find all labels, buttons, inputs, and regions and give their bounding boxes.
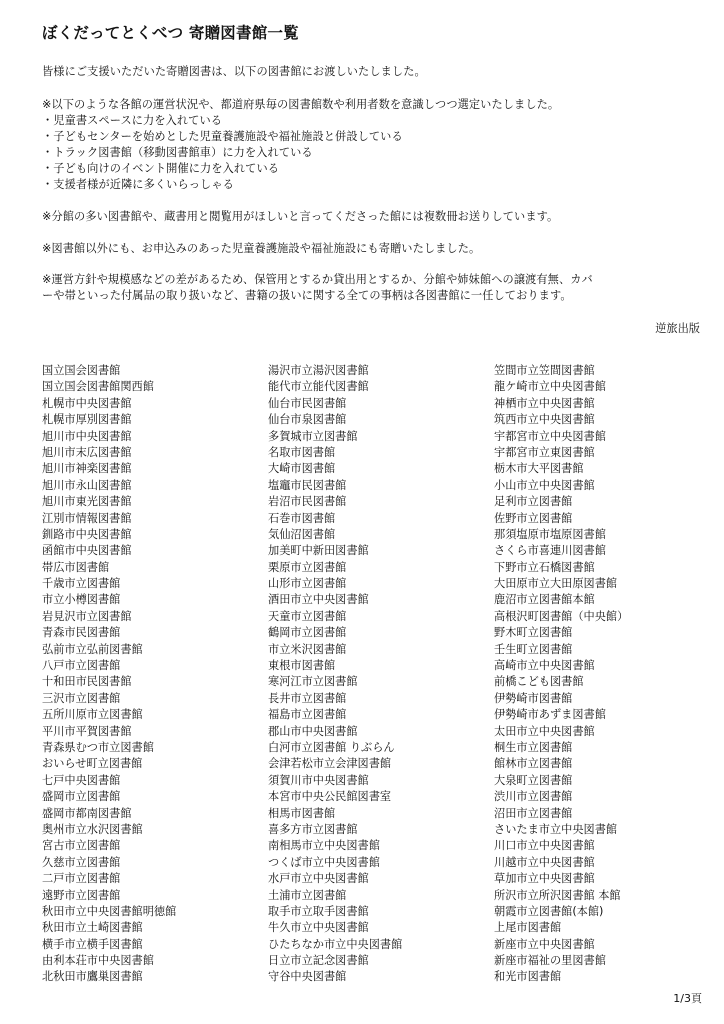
library-list-column-2 [268, 363, 402, 986]
note-operations-line2: ーや帯といった付属品の取り扱いなど、書籍の扱いに関する全ての事柄は各図書館に一任しております。 [42, 289, 572, 302]
library-list-item: 鶴岡市立図書館 [268, 626, 347, 640]
library-list-item: 和光市図書館 [494, 970, 562, 984]
library-list-item: 七戸中央図書館 [42, 773, 121, 787]
library-list-item: 下野市立石橋図書館 [494, 560, 595, 574]
library-list-item: 函館市中央図書館 [42, 544, 132, 558]
library-list-item: 能代市立能代図書館 [268, 380, 369, 394]
library-list-item: 五所川原市立図書館 [42, 708, 143, 722]
library-list-item: 草加市立中央図書館 [494, 872, 595, 886]
library-list-item: 旭川市永山図書館 [42, 478, 132, 492]
library-list-item: 沼田市立図書館 [494, 806, 573, 820]
library-list-item: 旭川市東光図書館 [42, 495, 132, 509]
library-list-item: おいらせ町立図書館 [42, 757, 143, 771]
library-list-item: 取手市立取手図書館 [268, 904, 369, 918]
library-list-item: 鹿沼市立図書館本館 [494, 593, 595, 607]
note-facilities: ※図書館以外にも、お申込みのあった児童養護施設や福祉施設にも寄贈いたしました。 [42, 242, 481, 255]
library-list-item: 太田市立中央図書館 [494, 724, 595, 738]
library-list-item: 筑西市立中央図書館 [494, 413, 595, 427]
library-list-item: 寒河江市立図書館 [268, 675, 358, 689]
library-list-item: 国立国会図書館 [42, 364, 121, 377]
library-list-item: 笠間市立笠間図書館 [494, 364, 595, 377]
library-list-item: 千歳市立図書館 [42, 577, 121, 591]
library-list-item: 久慈市立図書館 [42, 855, 121, 869]
library-list-item: 龍ケ崎市立中央図書館 [494, 380, 606, 394]
note-branches: ※分館の多い図書館や、蔵書用と閲覧用がほしいと言ってくださった館には複数冊お送りしています。 [42, 210, 559, 223]
library-list-item: 岩見沢市立図書館 [42, 609, 132, 623]
library-list-item: 名取市図書館 [268, 445, 336, 459]
library-list-item: 伊勢崎市あずま図書館 [494, 708, 606, 722]
library-list-item: 横手市立横手図書館 [42, 937, 143, 951]
library-list-item: さいたま市立中央図書館 [494, 822, 618, 836]
library-list-item: 壬生町立図書館 [494, 642, 573, 656]
library-list-item: 釧路市中央図書館 [42, 527, 132, 541]
library-list-item: 新座市福祉の里図書館 [494, 954, 606, 968]
library-list-item: ひたちなか市立中央図書館 [268, 937, 403, 951]
criteria-item: ・子ども向けのイベント開催に力を入れている [42, 162, 280, 175]
library-list-item: 平川市平賀図書館 [42, 724, 132, 738]
library-list-item: 旭川市末広図書館 [42, 445, 132, 459]
criteria-item: ・子どもセンターを始めとした児童養護施設や福祉施設と併設している [42, 130, 403, 143]
library-list-item: さくら市喜連川図書館 [494, 544, 606, 558]
library-list-item: 前橋こども図書館 [494, 675, 584, 689]
library-list-item: 渋川市立図書館 [494, 790, 573, 804]
library-list-item: 旭川市中央図書館 [42, 429, 132, 443]
library-list-item: 新座市立中央図書館 [494, 937, 595, 951]
library-list-item: 南相馬市立中央図書館 [268, 839, 380, 853]
library-list-item: 札幌市中央図書館 [42, 396, 132, 410]
library-list-item: 酒田市立中央図書館 [268, 593, 369, 607]
library-list-item: 郡山市中央図書館 [268, 724, 358, 738]
library-list-item: つくば市立中央図書館 [268, 855, 380, 869]
library-list-item: 青森県むつ市立図書館 [42, 740, 154, 754]
library-list-item: 宇都宮市立中央図書館 [494, 429, 606, 443]
intro-text: 皆様にご支援いただいた寄贈図書は、以下の図書館にお渡しいたしました。 [42, 65, 426, 78]
library-list-item: 盛岡市都南図書館 [42, 806, 132, 820]
library-list-item: 十和田市民図書館 [42, 675, 132, 689]
library-list-item: 多賀城市立図書館 [268, 429, 358, 443]
criteria-item: ・児童書スペースに力を入れている [42, 114, 223, 127]
library-list-item: 奥州市立水沢図書館 [42, 822, 143, 836]
criteria-item: ・支援者様が近隣に多くいらっしゃる [42, 178, 234, 191]
library-list-item: 長井市立図書館 [268, 691, 347, 705]
library-list-item: 守谷中央図書館 [268, 970, 347, 984]
library-list-item: 足利市立図書館 [494, 495, 573, 509]
library-list-item: 弘前市立弘前図書館 [42, 642, 143, 656]
library-list-item: 三沢市立図書館 [42, 691, 121, 705]
library-list-item: 川越市立中央図書館 [494, 855, 595, 869]
library-list-item: 青森市民図書館 [42, 626, 121, 640]
library-list-item: 帯広市図書館 [42, 560, 110, 574]
library-list-item: 岩沼市民図書館 [268, 495, 347, 509]
library-list-item: 上尾市図書館 [494, 921, 562, 935]
library-list-item: 栃木市大平図書館 [494, 462, 584, 476]
library-list-item: 宮古市立図書館 [42, 839, 121, 853]
library-list-item: 朝霞市立図書館(本館) [494, 904, 604, 918]
library-list-item: 所沢市立所沢図書館 本館 [494, 888, 621, 902]
library-list-column-3 [494, 363, 628, 986]
criteria-heading: ※以下のような各館の運営状況や、都道府県毎の図書館数や利用者数を意識しつつ選定いたしました。 [42, 98, 560, 111]
library-list-item: 江別市情報図書館 [42, 511, 132, 525]
library-list-item: 喜多方市立図書館 [268, 822, 358, 836]
library-list-item: 八戸市立図書館 [42, 659, 121, 673]
library-list-item: 塩竈市民図書館 [268, 478, 347, 492]
library-list-item: 桐生市立図書館 [494, 740, 573, 754]
library-list-item: 水戸市立中央図書館 [268, 872, 369, 886]
library-list-item: 天童市立図書館 [268, 609, 347, 623]
library-list-item: 市立小樽図書館 [42, 593, 121, 607]
library-list-item: 神栖市立中央図書館 [494, 396, 595, 410]
library-list-item: 大泉町立図書館 [494, 773, 573, 787]
library-list-item: 大田原市立大田原図書館 [494, 577, 618, 591]
library-list-item: 那須塩原市塩原図書館 [494, 527, 606, 541]
library-list-item: 秋田市立土崎図書館 [42, 921, 143, 935]
library-list-item: 会津若松市立会津図書館 [268, 757, 392, 771]
library-list-item: 白河市立図書館 りぶらん [268, 740, 395, 754]
library-list-item: 宇都宮市立東図書館 [494, 445, 595, 459]
library-list-item: 川口市立中央図書館 [494, 839, 595, 853]
library-list-item: 日立市立記念図書館 [268, 954, 369, 968]
library-list-item: 野木町立図書館 [494, 626, 573, 640]
library-list-column-1 [42, 363, 176, 986]
library-list-item: 仙台市泉図書館 [268, 413, 347, 427]
library-list-item: 須賀川市中央図書館 [268, 773, 369, 787]
library-list-item: 佐野市立図書館 [494, 511, 573, 525]
library-list-item: 加美町中新田図書館 [268, 544, 369, 558]
note-operations-line1: ※運営方針や規模感などの差があるため、保管用とするか貸出用とするか、分館や姉妹館への譲渡有無、カバ [42, 273, 593, 286]
library-list-item: 国立国会図書館関西館 [42, 380, 154, 394]
publisher-name: 逆旅出版 [655, 322, 700, 335]
library-list-item: 小山市立中央図書館 [494, 478, 595, 492]
library-list-item: 北秋田市鷹巣図書館 [42, 970, 143, 984]
library-list-item: 気仙沼図書館 [268, 527, 336, 541]
page-title: ぼくだってとくべつ 寄贈図書館一覧 [42, 24, 299, 42]
library-list-item: 東根市図書館 [268, 659, 336, 673]
library-list-item: 山形市立図書館 [268, 577, 347, 591]
library-list-item: 二戸市立図書館 [42, 872, 121, 886]
library-list-item: 遠野市立図書館 [42, 888, 121, 902]
library-list-item: 伊勢崎市図書館 [494, 691, 573, 705]
library-list-item: 湯沢市立湯沢図書館 [268, 364, 369, 377]
library-list-item: 盛岡市立図書館 [42, 790, 121, 804]
library-list-item: 牛久市立中央図書館 [268, 921, 369, 935]
criteria-item: ・トラック図書館（移動図書館車）に力を入れている [42, 146, 313, 159]
library-list-item: 高崎市立中央図書館 [494, 659, 595, 673]
library-list-item: 福島市立図書館 [268, 708, 347, 722]
library-list-item: 旭川市神楽図書館 [42, 462, 132, 476]
library-list-item: 石巻市図書館 [268, 511, 336, 525]
library-list-item: 本宮市中央公民館図書室 [268, 790, 392, 804]
library-list-item: 相馬市図書館 [268, 806, 336, 820]
library-list-item: 土浦市立図書館 [268, 888, 347, 902]
library-list-item: 秋田市立中央図書館明徳館 [42, 904, 177, 918]
library-list-item: 仙台市民図書館 [268, 396, 347, 410]
library-list-item: 市立米沢図書館 [268, 642, 347, 656]
library-list-item: 大崎市図書館 [268, 462, 336, 476]
page-number: 1/3頁 [673, 992, 702, 1005]
library-list-item: 高根沢町図書館（中央館） [494, 609, 629, 623]
library-list-item: 札幌市厚別図書館 [42, 413, 132, 427]
library-list-item: 館林市立図書館 [494, 757, 573, 771]
library-list-item: 栗原市立図書館 [268, 560, 347, 574]
library-list-item: 由利本荘市中央図書館 [42, 954, 154, 968]
